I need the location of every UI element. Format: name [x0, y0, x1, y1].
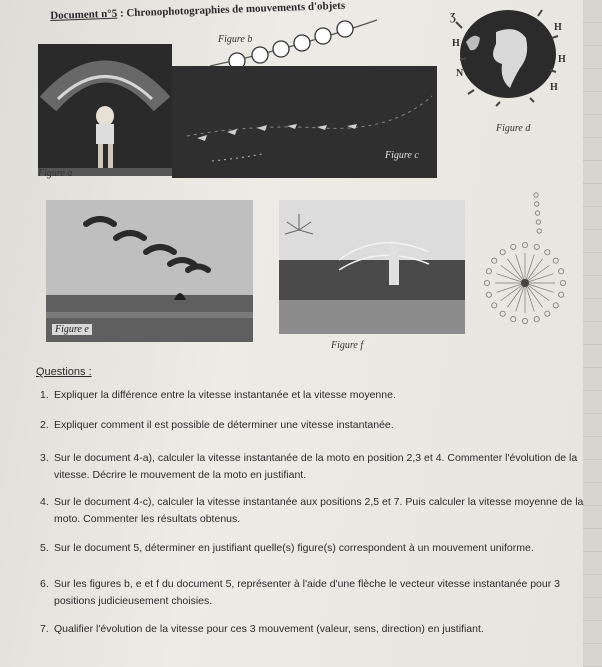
question-item: [40, 576, 586, 610]
figure-e-image: [46, 200, 253, 342]
figure-d-image: [438, 2, 578, 112]
question-number: 3.: [40, 452, 49, 464]
document-subtitle: : Chronophotographies de mouvements d'objets: [117, 0, 346, 20]
ball-4: [294, 35, 310, 51]
page-edge: [583, 0, 602, 667]
question-item: [40, 417, 586, 434]
svg-text:N: N: [456, 68, 464, 79]
svg-text:H: H: [550, 82, 558, 93]
svg-text:Ʒ: Ʒ: [450, 12, 456, 23]
question-number: 1.: [40, 389, 49, 401]
question-item: [40, 450, 586, 484]
question-item: [40, 540, 586, 557]
svg-text:H: H: [554, 22, 562, 33]
question-text: Expliquer la différence entre la vitesse instantanée et la vitesse moyenne.: [54, 389, 396, 401]
svg-text:H: H: [558, 54, 566, 65]
figure-e-caption: Figure e: [52, 324, 92, 335]
figure-f-image: [279, 200, 465, 334]
question-text: Sur le document 5, déterminer en justifiant quelle(s) figure(s) correspondent à un mouvement uniforme.: [54, 542, 534, 554]
question-text: Qualifier l'évolution de la vitesse pour ces 3 mouvement (valeur, sens, direction) en justifiant.: [54, 623, 484, 635]
question-number: 2.: [40, 419, 49, 431]
question-number: 6.: [40, 578, 49, 590]
figure-c-image: [172, 66, 437, 178]
question-number: 4.: [40, 496, 49, 508]
circular-motion-diagram: [470, 185, 580, 335]
ball-3: [273, 41, 289, 57]
figure-d-caption: Figure d: [496, 123, 531, 134]
question-text: Sur les figures b, e et f du document 5, représenter à l'aide d'une flèche le vecteur vitesse instantanée pour 3 positions judicieusement choisies.: [54, 578, 560, 607]
figure-a-image: [38, 44, 172, 176]
question-item: [40, 621, 586, 638]
question-text: Sur le document 4-a), calculer la vitesse instantanée de la moto en position 2,3 et 4. Commenter l'évolution de la vitesse. Décrire le mouvement de la moto en justifiant.: [54, 452, 578, 481]
questions-heading: Questions :: [36, 366, 92, 378]
ball-5: [315, 28, 331, 44]
figure-b-caption: Figure b: [218, 34, 253, 45]
question-text: Sur le document 4-c), calculer la vitesse instantanée aux positions 2,5 et 7. Puis calculer la vitesse moyenne de la moto. Commenter les résultats obtenus.: [54, 496, 584, 525]
question-number: 7.: [40, 623, 49, 635]
figure-f-caption: Figure f: [331, 340, 364, 351]
figure-a-caption: Figure a: [38, 168, 73, 179]
ball-6: [337, 21, 353, 37]
question-item: [40, 494, 586, 528]
question-item: [40, 387, 586, 404]
document-number: Document n°5: [50, 7, 118, 22]
ball-2: [252, 47, 268, 63]
figure-c-caption: Figure c: [385, 150, 419, 161]
svg-text:H: H: [452, 38, 460, 49]
question-text: Expliquer comment il est possible de déterminer une vitesse instantanée.: [54, 419, 394, 431]
question-number: 5.: [40, 542, 49, 554]
